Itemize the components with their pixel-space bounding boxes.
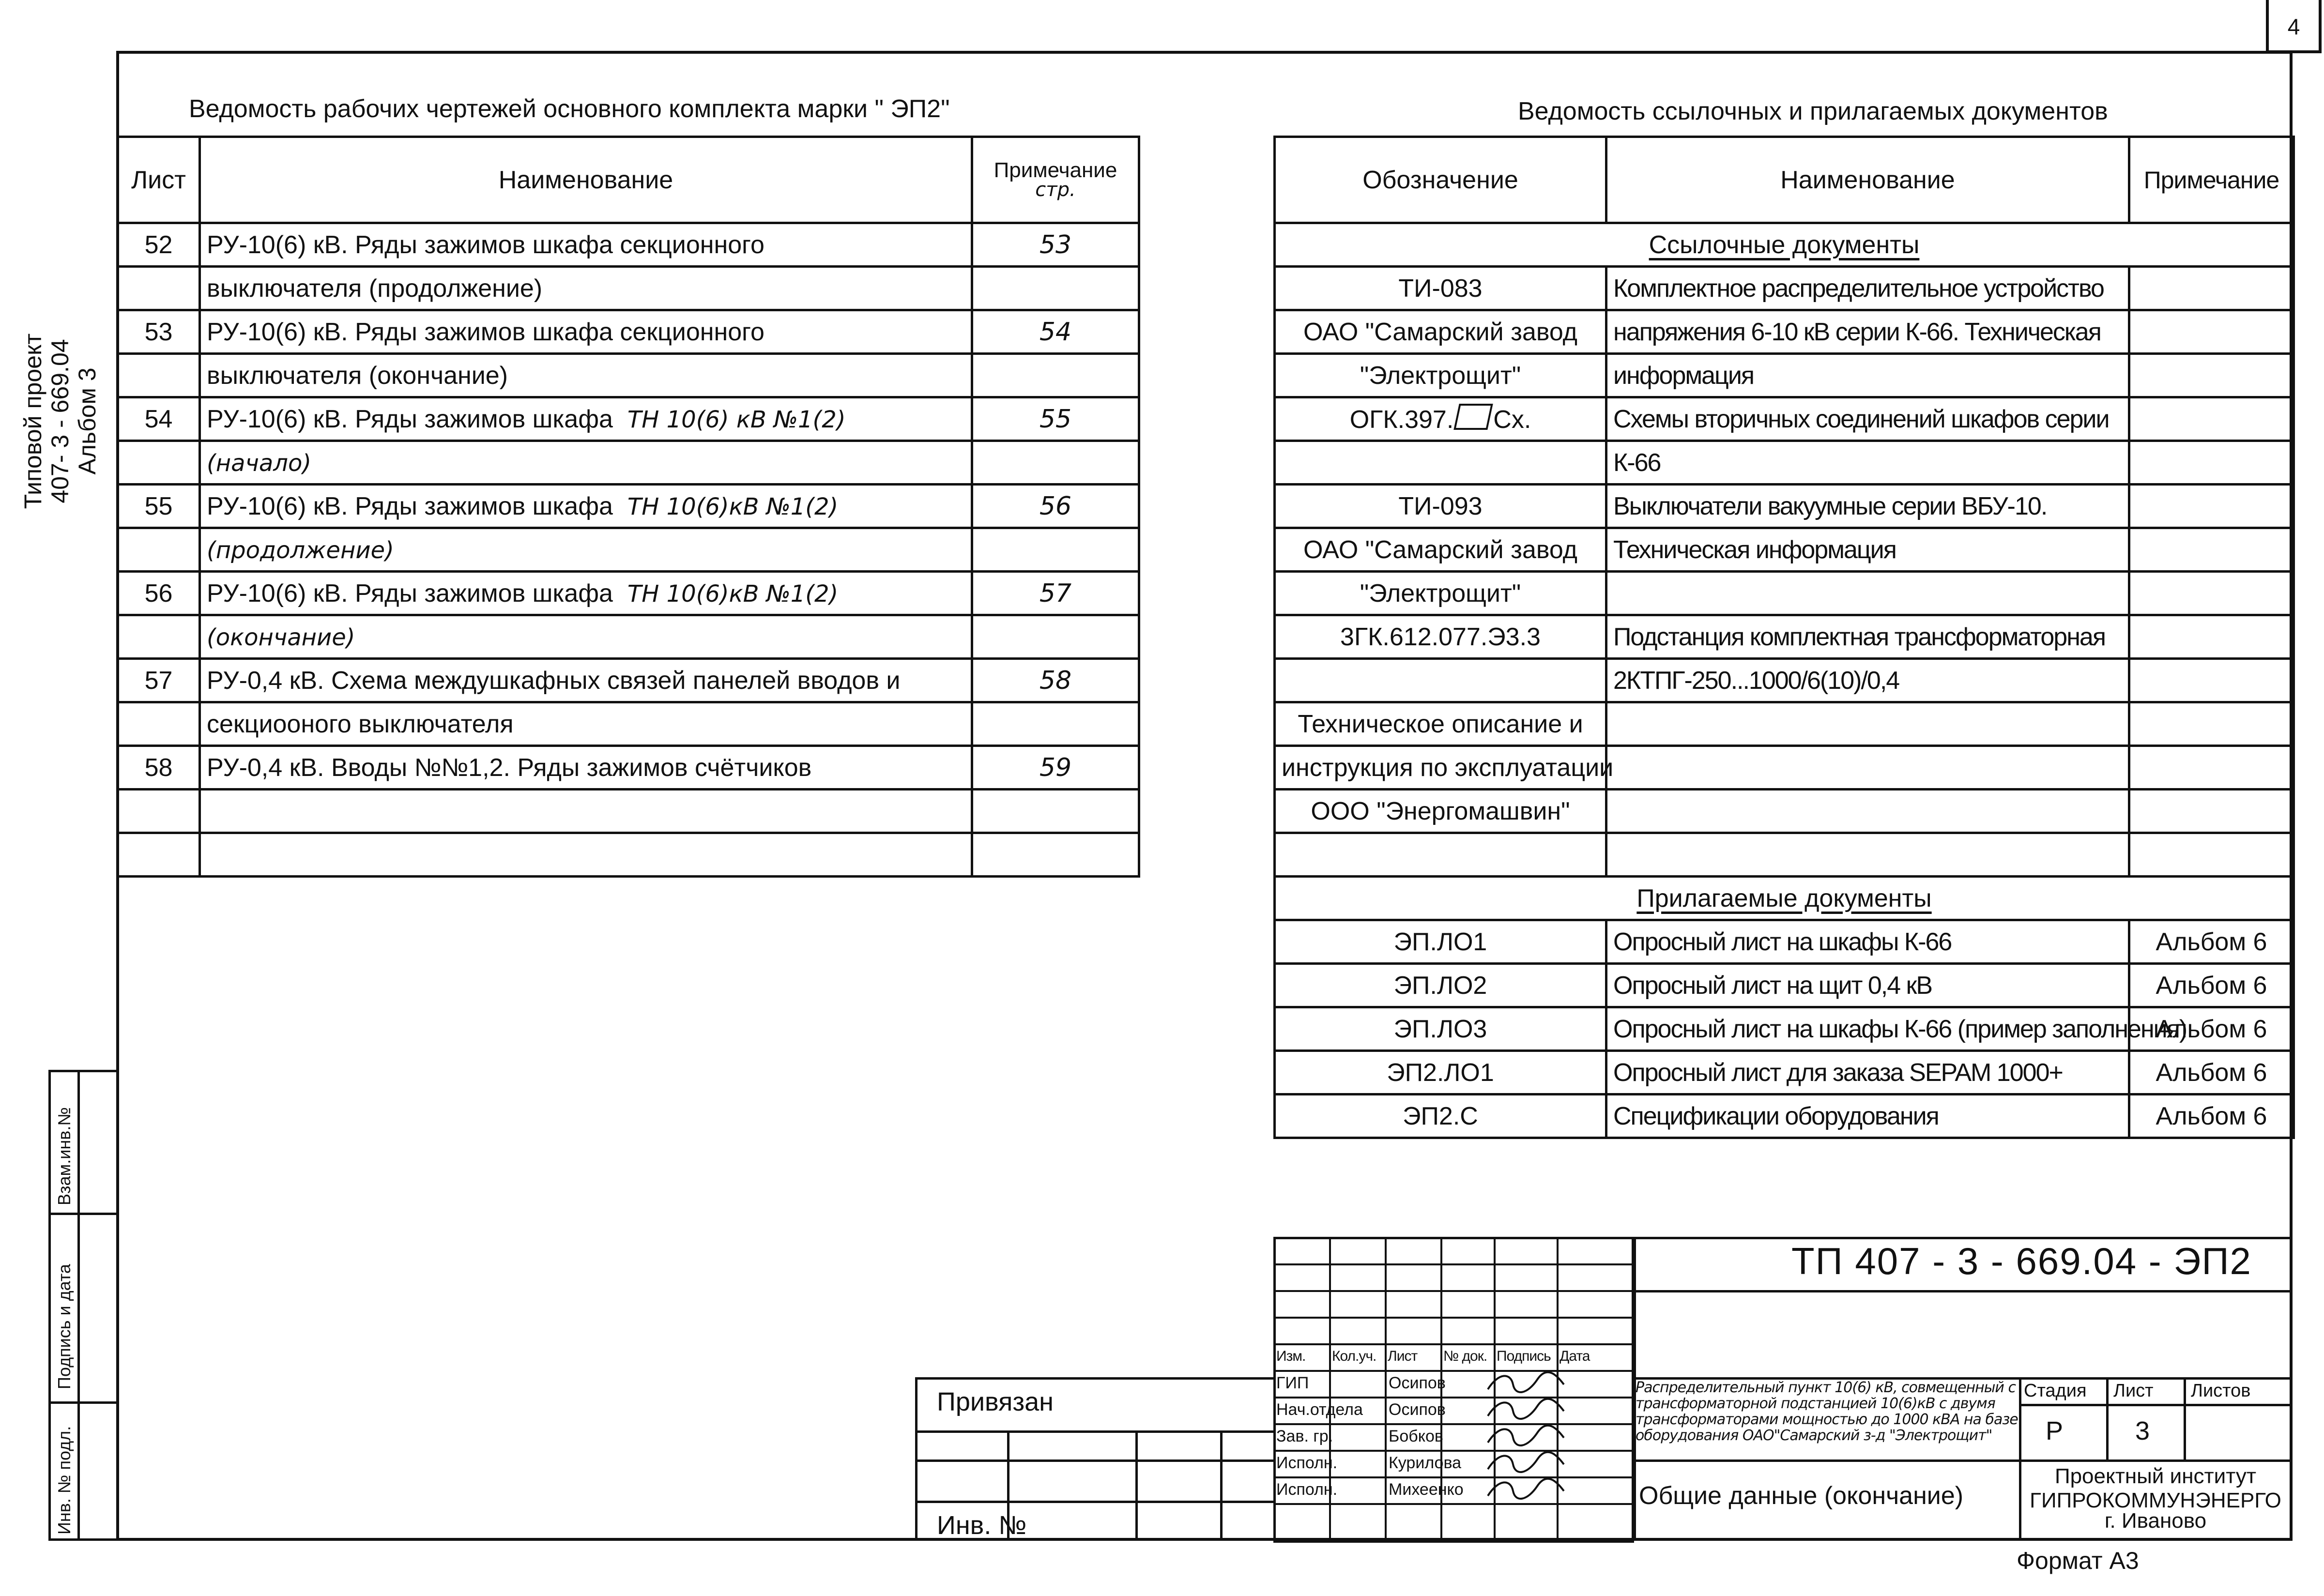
doc-note <box>2129 267 2294 310</box>
row-name <box>200 833 972 877</box>
doc-name <box>1606 746 2129 790</box>
row-name-text: выключателя (продолжение) <box>207 274 543 303</box>
doc-code <box>1275 397 1606 441</box>
doc-code <box>1275 1007 1606 1051</box>
col-header-name: Наименование <box>200 137 972 223</box>
table-row <box>1275 1094 2294 1138</box>
corner-sheet-number: 4 <box>2266 0 2322 53</box>
row-name-text: РУ-10(6) кВ. Ряды зажимов шкафа секционного <box>207 318 764 346</box>
table-row <box>1275 267 2294 310</box>
stage-value: Р <box>2046 1416 2064 1445</box>
row-name-handwritten: (окончание) <box>207 623 355 651</box>
project-description: Распределительный пункт 10(6) кВ, совмещенный с трансформаторной подстанцией 10(6)кВ с двумя трансформаторами мощностью до 1000 кВА на базе оборудования ОАО"Самарский з-д "Электрощит" <box>1636 1379 2018 1444</box>
row-note: 54 <box>972 310 1139 354</box>
row-sheet <box>118 267 200 310</box>
row-name <box>200 702 972 746</box>
row-note <box>972 267 1139 310</box>
row-note <box>972 790 1139 833</box>
doc-code <box>1275 920 1606 964</box>
row-name <box>200 485 972 528</box>
doc-name: Схемы вторичных соединений шкафов серии <box>1606 397 2129 441</box>
document-code: ТП 407 - 3 - 669.04 - ЭП2 <box>1791 1240 2252 1282</box>
table-row <box>118 354 1139 397</box>
rev-header-ndok: № док. <box>1443 1348 1487 1364</box>
podpis-data-label: Подпись и дата <box>54 1264 74 1389</box>
col-header-docname: Наименование <box>1606 137 2129 223</box>
row-name-handwritten: ТН 10(6)кВ №1(2) <box>627 493 839 520</box>
row-sheet <box>118 790 200 833</box>
row-sheet <box>118 441 200 485</box>
doc-note: Альбом 6 <box>2129 1051 2294 1094</box>
row-sheet: 52 <box>118 223 200 267</box>
inv-podl-label: Инв. № подл. <box>54 1426 74 1535</box>
doc-note <box>2129 572 2294 615</box>
signature-mark <box>1484 1476 1566 1505</box>
col-header-code: Обозначение <box>1275 137 1606 223</box>
role-name: Осипов <box>1389 1374 1446 1392</box>
row-name <box>200 223 972 267</box>
doc-code <box>1275 833 1606 877</box>
row-sheet: 58 <box>118 746 200 790</box>
row-name-handwritten: ТН 10(6)кВ №1(2) <box>627 580 839 608</box>
row-name <box>200 746 972 790</box>
row-sheet <box>118 615 200 659</box>
stage-label: Стадия <box>2024 1381 2087 1401</box>
row-name-text: секциооного выключателя <box>207 710 514 738</box>
doc-code-text: ТИ-093 <box>1398 492 1483 520</box>
row-sheet <box>118 833 200 877</box>
table-row <box>1275 528 2294 572</box>
table-row <box>1275 572 2294 615</box>
row-name-handwritten: (начало) <box>207 449 312 477</box>
doc-code <box>1275 485 1606 528</box>
row-name-text: РУ-10(6) кВ. Ряды зажимов шкафа <box>207 405 613 433</box>
doc-code <box>1275 354 1606 397</box>
row-name <box>200 267 972 310</box>
row-note <box>972 702 1139 746</box>
rev-header-kol: Кол.уч. <box>1332 1348 1376 1364</box>
table-row <box>1275 790 2294 833</box>
row-note <box>972 354 1139 397</box>
role-name: Осипов <box>1389 1400 1446 1419</box>
role-label: Нач.отдела <box>1276 1400 1363 1419</box>
doc-note: Альбом 6 <box>2129 920 2294 964</box>
doc-name: 2КТПГ-250...1000/6(10)/0,4 <box>1606 659 2129 702</box>
doc-code <box>1275 572 1606 615</box>
doc-code-text: ЭП.ЛО1 <box>1393 927 1487 956</box>
doc-name: К-66 <box>1606 441 2129 485</box>
row-note: 53 <box>972 223 1139 267</box>
doc-note <box>2129 310 2294 354</box>
table-row <box>1275 746 2294 790</box>
doc-name: Опросный лист на шкафы К-66 (пример заполнения) <box>1606 1007 2129 1051</box>
signature-mark <box>1484 1370 1566 1399</box>
section-attached-docs: Прилагаемые документы <box>1275 877 2294 920</box>
row-sheet: 57 <box>118 659 200 702</box>
doc-note <box>2129 528 2294 572</box>
doc-code-text: Техническое описание и <box>1298 710 1583 738</box>
doc-name: Опросный лист на щит 0,4 кВ <box>1606 964 2129 1007</box>
role-name: Курилова <box>1389 1454 1462 1472</box>
row-note: 58 <box>972 659 1139 702</box>
doc-note: Альбом 6 <box>2129 1094 2294 1138</box>
table-row <box>118 223 1139 267</box>
doc-code <box>1275 790 1606 833</box>
row-name-text: РУ-0,4 кВ. Схема междушкафных связей панелей вводов и <box>207 666 901 695</box>
table-row <box>118 528 1139 572</box>
row-name <box>200 441 972 485</box>
doc-code-text: ООО "Энергомашвин" <box>1311 797 1570 825</box>
table-row <box>1275 310 2294 354</box>
doc-note <box>2129 702 2294 746</box>
table-row <box>1275 485 2294 528</box>
doc-code-text: ЭП2.С <box>1403 1102 1478 1130</box>
doc-name: Опросный лист на шкафы К-66 <box>1606 920 2129 964</box>
doc-code <box>1275 310 1606 354</box>
doc-code-text: ОГК.397. <box>1349 406 1454 434</box>
doc-name <box>1606 572 2129 615</box>
side-label-line3: Альбом 3 <box>74 367 101 475</box>
doc-name: информация <box>1606 354 2129 397</box>
doc-name <box>1606 702 2129 746</box>
sheet-title: Общие данные (окончание) <box>1639 1482 1964 1510</box>
table-row <box>1275 397 2294 441</box>
side-project-label <box>19 271 101 571</box>
table-row <box>1275 1051 2294 1094</box>
table-row <box>118 746 1139 790</box>
table-row <box>118 702 1139 746</box>
table-row <box>1275 354 2294 397</box>
row-note <box>972 615 1139 659</box>
row-note: 56 <box>972 485 1139 528</box>
doc-note <box>2129 790 2294 833</box>
doc-name <box>1606 790 2129 833</box>
doc-note <box>2129 397 2294 441</box>
side-label-line2: 407- 3 - 669.04 <box>46 339 74 503</box>
doc-code-text: ОАО "Самарский завод <box>1303 318 1578 346</box>
doc-note: Альбом 6 <box>2129 964 2294 1007</box>
rev-header-data: Дата <box>1560 1348 1590 1364</box>
row-name <box>200 790 972 833</box>
doc-name: Комплектное распределительное устройство <box>1606 267 2129 310</box>
doc-code <box>1275 441 1606 485</box>
blank-box <box>1454 404 1493 430</box>
section-reference-docs: Ссылочные документы <box>1275 223 2294 267</box>
privyazan-label: Привязан <box>937 1387 1054 1416</box>
doc-code <box>1275 659 1606 702</box>
doc-code-text: ЭП.ЛО3 <box>1393 1015 1487 1043</box>
table-row <box>118 485 1139 528</box>
row-note <box>972 833 1139 877</box>
doc-code <box>1275 702 1606 746</box>
table-row <box>118 310 1139 354</box>
sheets-label: Листов <box>2191 1381 2251 1401</box>
table-row <box>1275 659 2294 702</box>
doc-note <box>2129 659 2294 702</box>
row-name-text: РУ-10(6) кВ. Ряды зажимов шкафа <box>207 492 613 520</box>
org-line1: Проектный институт <box>2054 1464 2257 1488</box>
rev-header-list: Лист <box>1388 1348 1418 1364</box>
rev-header-podpis: Подпись <box>1497 1348 1551 1364</box>
doc-name: Спецификации оборудования <box>1606 1094 2129 1138</box>
side-label-line1: Типовой проект <box>19 333 46 509</box>
row-name-text: РУ-0,4 кВ. Вводы №№1,2. Ряды зажимов счётчиков <box>207 753 812 782</box>
row-name-handwritten: ТН 10(6) кВ №1(2) <box>627 406 846 433</box>
table-row <box>118 267 1139 310</box>
doc-code <box>1275 528 1606 572</box>
row-name-text: РУ-10(6) кВ. Ряды зажимов шкафа секционного <box>207 230 764 259</box>
row-name-text: РУ-10(6) кВ. Ряды зажимов шкафа <box>207 579 613 608</box>
left-table-title: Ведомость рабочих чертежей основного комплекта марки " ЭП2" <box>189 95 950 123</box>
row-name <box>200 528 972 572</box>
table-row <box>118 833 1139 877</box>
drawings-list-table <box>116 136 1140 878</box>
doc-name: Техническая информация <box>1606 528 2129 572</box>
inv-no-label: Инв. № <box>937 1511 1027 1540</box>
table-row <box>118 397 1139 441</box>
row-sheet: 53 <box>118 310 200 354</box>
reference-docs-table <box>1273 136 2295 1139</box>
org-line3: г. Иваново <box>2104 1509 2207 1533</box>
sheet-value: 3 <box>2135 1416 2150 1445</box>
row-sheet <box>118 702 200 746</box>
doc-note <box>2129 354 2294 397</box>
doc-code-text: ТИ-083 <box>1398 274 1483 303</box>
role-label: Исполн. <box>1276 1454 1338 1472</box>
table-row <box>1275 441 2294 485</box>
signature-mark <box>1484 1397 1566 1426</box>
doc-code-text: ЭП2.ЛО1 <box>1387 1058 1494 1087</box>
col-header-note-top: Примечание <box>994 158 1117 182</box>
doc-code <box>1275 1051 1606 1094</box>
doc-note <box>2129 615 2294 659</box>
table-row <box>118 572 1139 615</box>
row-name <box>200 572 972 615</box>
doc-code <box>1275 267 1606 310</box>
format-label: Формат А3 <box>2017 1547 2139 1574</box>
doc-code-text: инструкция по эксплуатации <box>1282 753 1614 782</box>
org-line2: ГИПРОКОММУНЭНЕРГО <box>2030 1489 2281 1512</box>
row-sheet: 56 <box>118 572 200 615</box>
role-name: Бобков <box>1389 1427 1443 1445</box>
doc-code <box>1275 615 1606 659</box>
role-name: Михеенко <box>1389 1480 1464 1499</box>
doc-note <box>2129 833 2294 877</box>
right-table-title: Ведомость ссылочных и прилагаемых документов <box>1518 97 2108 125</box>
col-header-docnote: Примечание <box>2129 137 2294 223</box>
signature-mark <box>1484 1423 1566 1452</box>
doc-note <box>2129 441 2294 485</box>
table-row <box>1275 702 2294 746</box>
doc-note: Альбом 6 <box>2129 1007 2294 1051</box>
vzam-inv-label: Взам.инв.№ <box>54 1107 74 1205</box>
doc-code <box>1275 964 1606 1007</box>
signature-mark <box>1484 1450 1566 1479</box>
organization-block <box>2020 1464 2291 1533</box>
row-name <box>200 354 972 397</box>
rev-header-izm: Изм. <box>1276 1348 1306 1364</box>
table-row <box>118 659 1139 702</box>
row-note: 59 <box>972 746 1139 790</box>
role-label: Исполн. <box>1276 1480 1338 1499</box>
doc-note <box>2129 485 2294 528</box>
table-row <box>1275 920 2294 964</box>
row-sheet <box>118 528 200 572</box>
doc-code-text: ЭП.ЛО2 <box>1393 971 1487 1000</box>
doc-name: напряжения 6-10 кВ серии К-66. Техническая <box>1606 310 2129 354</box>
row-name <box>200 659 972 702</box>
doc-name: Выключатели вакуумные серии ВБУ-10. <box>1606 485 2129 528</box>
table-row <box>1275 615 2294 659</box>
doc-code-suffix: Сх. <box>1493 406 1531 434</box>
row-name <box>200 615 972 659</box>
row-name-text: выключателя (окончание) <box>207 361 508 390</box>
row-note: 55 <box>972 397 1139 441</box>
row-name <box>200 397 972 441</box>
row-sheet: 55 <box>118 485 200 528</box>
row-note: 57 <box>972 572 1139 615</box>
doc-code-text: ОАО "Самарский завод <box>1303 535 1578 564</box>
row-sheet <box>118 354 200 397</box>
row-name <box>200 310 972 354</box>
table-row <box>118 441 1139 485</box>
table-row <box>1275 964 2294 1007</box>
row-note <box>972 441 1139 485</box>
row-sheet: 54 <box>118 397 200 441</box>
col-header-note <box>972 137 1139 223</box>
table-row <box>118 615 1139 659</box>
doc-note <box>2129 746 2294 790</box>
sheet-label: Лист <box>2113 1381 2154 1401</box>
row-name-handwritten: (продолжение) <box>207 536 394 564</box>
doc-code <box>1275 1094 1606 1138</box>
table-row <box>118 790 1139 833</box>
col-header-note-bottom: стр. <box>1035 178 1076 201</box>
doc-code-text: "Электрощит" <box>1360 579 1521 608</box>
table-row <box>1275 833 2294 877</box>
table-row <box>1275 1007 2294 1051</box>
role-label: ГИП <box>1276 1374 1309 1392</box>
col-header-sheet: Лист <box>118 137 200 223</box>
doc-code-text: 3ГК.612.077.Э3.3 <box>1340 623 1541 651</box>
doc-name: Опросный лист для заказа SEPAM 1000+ <box>1606 1051 2129 1094</box>
doc-name: Подстанция комплектная трансформаторная <box>1606 615 2129 659</box>
doc-code <box>1275 746 1614 790</box>
row-note <box>972 528 1139 572</box>
doc-name <box>1606 833 2129 877</box>
role-label: Зав. гр. <box>1276 1427 1333 1445</box>
doc-code-text: "Электрощит" <box>1360 361 1521 390</box>
